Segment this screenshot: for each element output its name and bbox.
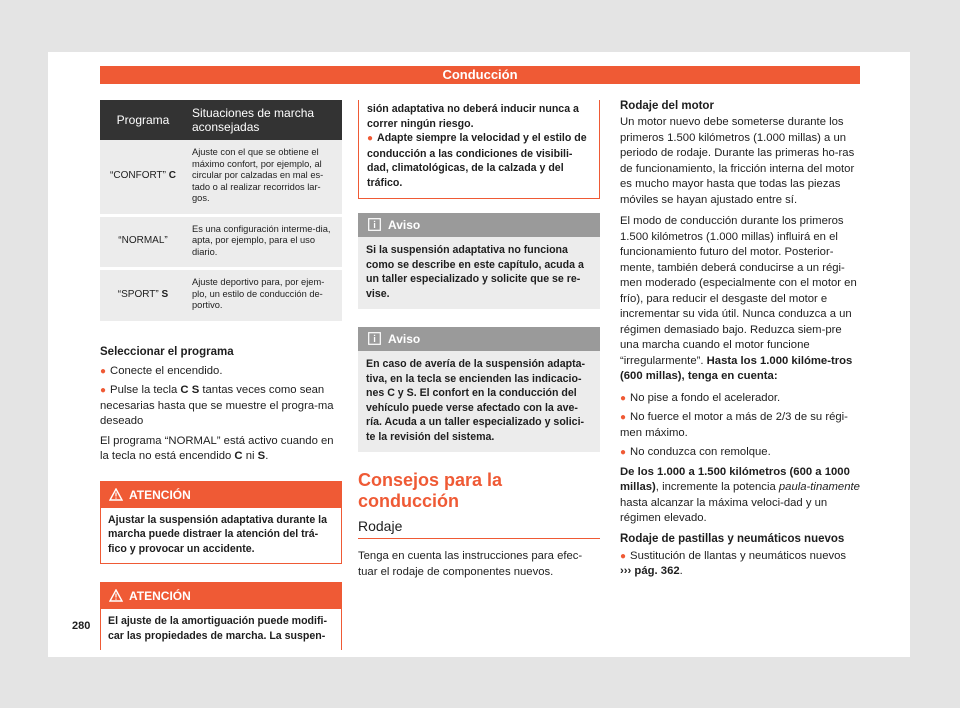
warning-text: El ajuste de la amortiguación puede modifi-car las propiedades de marcha. La suspen-	[108, 615, 327, 642]
list-item: ● Sustitución de llantas y neumáticos nuevos ››› pág. 362.	[620, 549, 847, 577]
warning-icon	[109, 589, 123, 602]
table-cell-text: Ajuste deportivo para, por ejem-plo, un estilo de conducción de-portivo.	[186, 269, 342, 323]
note-header: Aviso	[358, 327, 600, 351]
warning-header: ATENCIÓN	[101, 482, 341, 508]
column-1	[100, 100, 342, 668]
list-item: ● Pulse la tecla C S tantas veces como sean necesarias hasta que se muestre el progra-ma deseado	[100, 384, 334, 427]
intro-paragraph: Tenga en cuenta las instrucciones para efec-tuar el rodaje de componentes nuevos.	[358, 550, 583, 578]
comfort-badge: C	[168, 170, 176, 181]
sport-badge: S	[161, 288, 169, 300]
engine-break-in-heading: Rodaje del motor	[620, 100, 714, 112]
bullet-icon: ●	[620, 447, 627, 458]
bullet-icon: ●	[620, 412, 627, 423]
bullet-icon: ●	[100, 385, 107, 396]
column-2	[358, 100, 600, 580]
note-header: Aviso	[358, 213, 600, 237]
table-header-situations: Situaciones de marcha aconsejadas	[186, 100, 342, 140]
section-title: Consejos para la conducción	[358, 470, 503, 511]
page-number: 280	[72, 620, 91, 632]
warning-text: Ajustar la suspensión adaptativa durante la marcha puede distraer la atención del trá-fico y provocar un accidente.	[108, 513, 327, 555]
note-text: En caso de avería de la suspensión adapta-tiva, en la tecla se encienden las indicacio-nes C y S. El confort en la conducción del vehículo puede verse afectado con la ave-ría. Acuda a un taller especializado y solici-te la revisión del sistema.	[366, 358, 586, 443]
table-row	[100, 215, 342, 269]
section-divider	[358, 538, 600, 539]
normal-program-paragraph: El programa “NORMAL” está activo cuando en la tecla no está encendido C ni S.	[100, 434, 334, 462]
table-cell-program: “SPORT” S	[100, 269, 186, 323]
list-item: ● No pise a fondo el acelerador.	[620, 391, 781, 404]
note-text: Si la suspensión adaptativa no funciona como se describe en este capítulo, acuda a un taller especializado y solicite que se re-vise.	[366, 244, 584, 300]
subsection-title: Rodaje	[358, 518, 403, 534]
note-box	[358, 327, 600, 452]
info-icon	[368, 218, 381, 231]
list-item: ● No fuerce el motor a más de 2/3 de su régi-men máximo.	[620, 411, 848, 439]
paragraph: El modo de conducción durante los primeros 1.500 kilómetros (1.000 millas) influirá en el funcionamiento futuro del motor. Posterior-mente, también deberá conducirse a un régi-men moderado (especialmente con el motor en frío), para reducir el desgaste del motor e incrementar su vida útil. Nunca conduzca a un régimen demasiado bajo. Reduzca siem-pre una marcha cuando el motor funcione “irregularmente”. Hasta los 1.000 kilóme-tros (600 millas), tenga en cuenta:	[620, 215, 857, 382]
table-row	[100, 269, 342, 323]
paragraph: Un motor nuevo debe someterse durante los primeros 1.500 kilómetros (1.000 millas) a un periodo de rodaje. Durante las primeras ho-ras de funcionamiento, la fricción interna del motor es mucho mayor hasta que todas las piezas móviles se hayan ajustado entre sí.	[620, 116, 855, 206]
list-item: ● Conecte el encendido.	[100, 364, 223, 377]
break-in-list	[620, 391, 860, 461]
list-item: ● No conduzca con remolque.	[620, 446, 771, 458]
pads-tires-list	[620, 549, 860, 580]
bullet-icon: ●	[367, 133, 374, 144]
bullet-icon: ●	[620, 550, 627, 562]
info-icon	[368, 332, 381, 345]
select-program-heading: Seleccionar el programa	[100, 345, 234, 358]
select-program-list	[100, 364, 342, 430]
page-reference-link[interactable]: ››› pág. 362	[620, 565, 680, 577]
table-header-program: Programa	[100, 100, 186, 140]
warning-box	[100, 582, 342, 650]
table-cell-text: Es una configuración interme-dia, apta, por ejemplo, para el uso diario.	[186, 215, 342, 269]
bullet-icon: ●	[100, 365, 107, 377]
warning-box	[100, 481, 342, 565]
note-box	[358, 213, 600, 309]
bullet-icon: ●	[620, 392, 627, 404]
warning-icon	[109, 488, 123, 501]
warning-header: ATENCIÓN	[101, 583, 341, 609]
table-row	[100, 140, 342, 215]
warning-continuation: sión adaptativa no deberá inducir nunca a correr ningún riesgo. ● Adapte siempre la velocidad y el estilo de conducción a las condiciones de visibili-dad, climatológicas, de la calzada y del tráfico.	[358, 100, 600, 199]
column-3	[620, 100, 860, 584]
table-cell-program: “CONFORT” C	[100, 140, 186, 215]
chapter-header: Conducción	[100, 66, 860, 84]
program-table	[100, 100, 342, 324]
suspension-key-icon: C S	[180, 384, 200, 396]
table-cell-program: “NORMAL”	[100, 215, 186, 269]
table-cell-text: Ajuste con el que se obtiene el máximo confort, por ejemplo, al circular por calzadas en mal es-tado o al realizar recorridos lar-gos.	[186, 140, 342, 215]
paragraph: De los 1.000 a 1.500 kilómetros (600 a 1000 millas), incremente la potencia paula-tinamente hasta alcanzar la máxima veloci-dad y un régimen elevado.	[620, 465, 860, 524]
pads-tires-heading: Rodaje de pastillas y neumáticos nuevos	[620, 532, 845, 545]
